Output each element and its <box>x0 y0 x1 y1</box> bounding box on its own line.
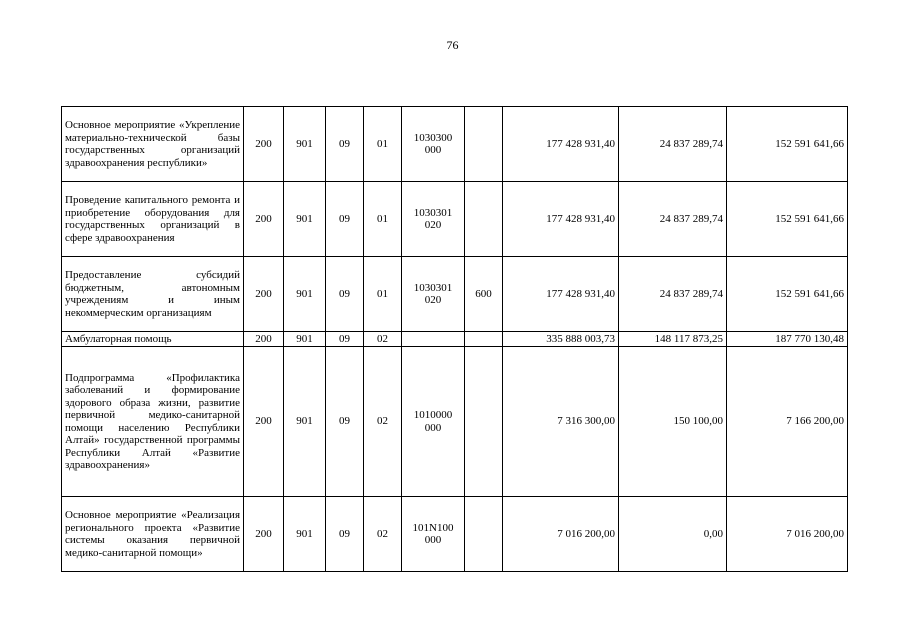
vedom-code: 901 <box>284 257 326 332</box>
admin-code: 200 <box>244 182 284 257</box>
sum-a: 24 837 289,74 <box>619 257 727 332</box>
table-row <box>62 347 848 497</box>
vr-code <box>465 107 503 182</box>
table-row <box>62 332 848 347</box>
sum-total: 335 888 003,73 <box>503 332 619 347</box>
razdel-code: 09 <box>326 347 364 497</box>
page-number: 76 <box>446 38 459 52</box>
sum-total: 7 316 300,00 <box>503 347 619 497</box>
csr-code: 1030301 020 <box>402 182 465 257</box>
vedom-code: 901 <box>284 497 326 572</box>
vedom-code: 901 <box>284 182 326 257</box>
csr-code: 101N100 000 <box>402 497 465 572</box>
vr-code <box>465 347 503 497</box>
row-name: Подпрограмма «Профилактика заболеваний и формирование здорового образа жизни, развитие первичной медико-санитарной помощи населению Республики Алтай» государственной программы Республики Алтай «Развитие здравоохранения» <box>62 347 244 497</box>
vr-code: 600 <box>465 257 503 332</box>
csr-code: 1030301 020 <box>402 257 465 332</box>
budget-table <box>61 106 848 572</box>
table-row <box>62 107 848 182</box>
sum-a: 24 837 289,74 <box>619 107 727 182</box>
row-name: Основное мероприятие «Реализация регионального проекта «Развитие системы оказания первичной медико-санитарной помощи» <box>62 497 244 572</box>
row-name: Амбулаторная помощь <box>62 332 244 347</box>
razdel-code: 09 <box>326 107 364 182</box>
podrazdel-code: 01 <box>364 107 402 182</box>
row-name: Проведение капитального ремонта и приобретение оборудования для государственных организаций в сфере здравоохранения <box>62 182 244 257</box>
sum-b: 7 166 200,00 <box>727 347 848 497</box>
sum-b: 152 591 641,66 <box>727 257 848 332</box>
admin-code: 200 <box>244 257 284 332</box>
razdel-code: 09 <box>326 497 364 572</box>
razdel-code: 09 <box>326 257 364 332</box>
vr-code <box>465 182 503 257</box>
podrazdel-code: 02 <box>364 497 402 572</box>
vedom-code: 901 <box>284 332 326 347</box>
admin-code: 200 <box>244 107 284 182</box>
table-row <box>62 497 848 572</box>
row-name: Основное мероприятие «Укрепление материально-технической базы государственных организаций здравоохранения республики» <box>62 107 244 182</box>
podrazdel-code: 02 <box>364 332 402 347</box>
sum-a: 148 117 873,25 <box>619 332 727 347</box>
sum-a: 0,00 <box>619 497 727 572</box>
sum-b: 187 770 130,48 <box>727 332 848 347</box>
admin-code: 200 <box>244 347 284 497</box>
row-name: Предоставление субсидий бюджетным, автономным учреждениям и иным некоммерческим организациям <box>62 257 244 332</box>
podrazdel-code: 01 <box>364 182 402 257</box>
razdel-code: 09 <box>326 182 364 257</box>
csr-code: 1010000 000 <box>402 347 465 497</box>
razdel-code: 09 <box>326 332 364 347</box>
sum-a: 24 837 289,74 <box>619 182 727 257</box>
sum-b: 7 016 200,00 <box>727 497 848 572</box>
sum-total: 177 428 931,40 <box>503 107 619 182</box>
sum-a: 150 100,00 <box>619 347 727 497</box>
vr-code <box>465 497 503 572</box>
csr-code: 1030300 000 <box>402 107 465 182</box>
sum-b: 152 591 641,66 <box>727 107 848 182</box>
sum-total: 177 428 931,40 <box>503 182 619 257</box>
table-row <box>62 182 848 257</box>
sum-b: 152 591 641,66 <box>727 182 848 257</box>
table-row <box>62 257 848 332</box>
vedom-code: 901 <box>284 347 326 497</box>
podrazdel-code: 01 <box>364 257 402 332</box>
vr-code <box>465 332 503 347</box>
sum-total: 177 428 931,40 <box>503 257 619 332</box>
admin-code: 200 <box>244 497 284 572</box>
vedom-code: 901 <box>284 107 326 182</box>
sum-total: 7 016 200,00 <box>503 497 619 572</box>
podrazdel-code: 02 <box>364 347 402 497</box>
admin-code: 200 <box>244 332 284 347</box>
csr-code <box>402 332 465 347</box>
